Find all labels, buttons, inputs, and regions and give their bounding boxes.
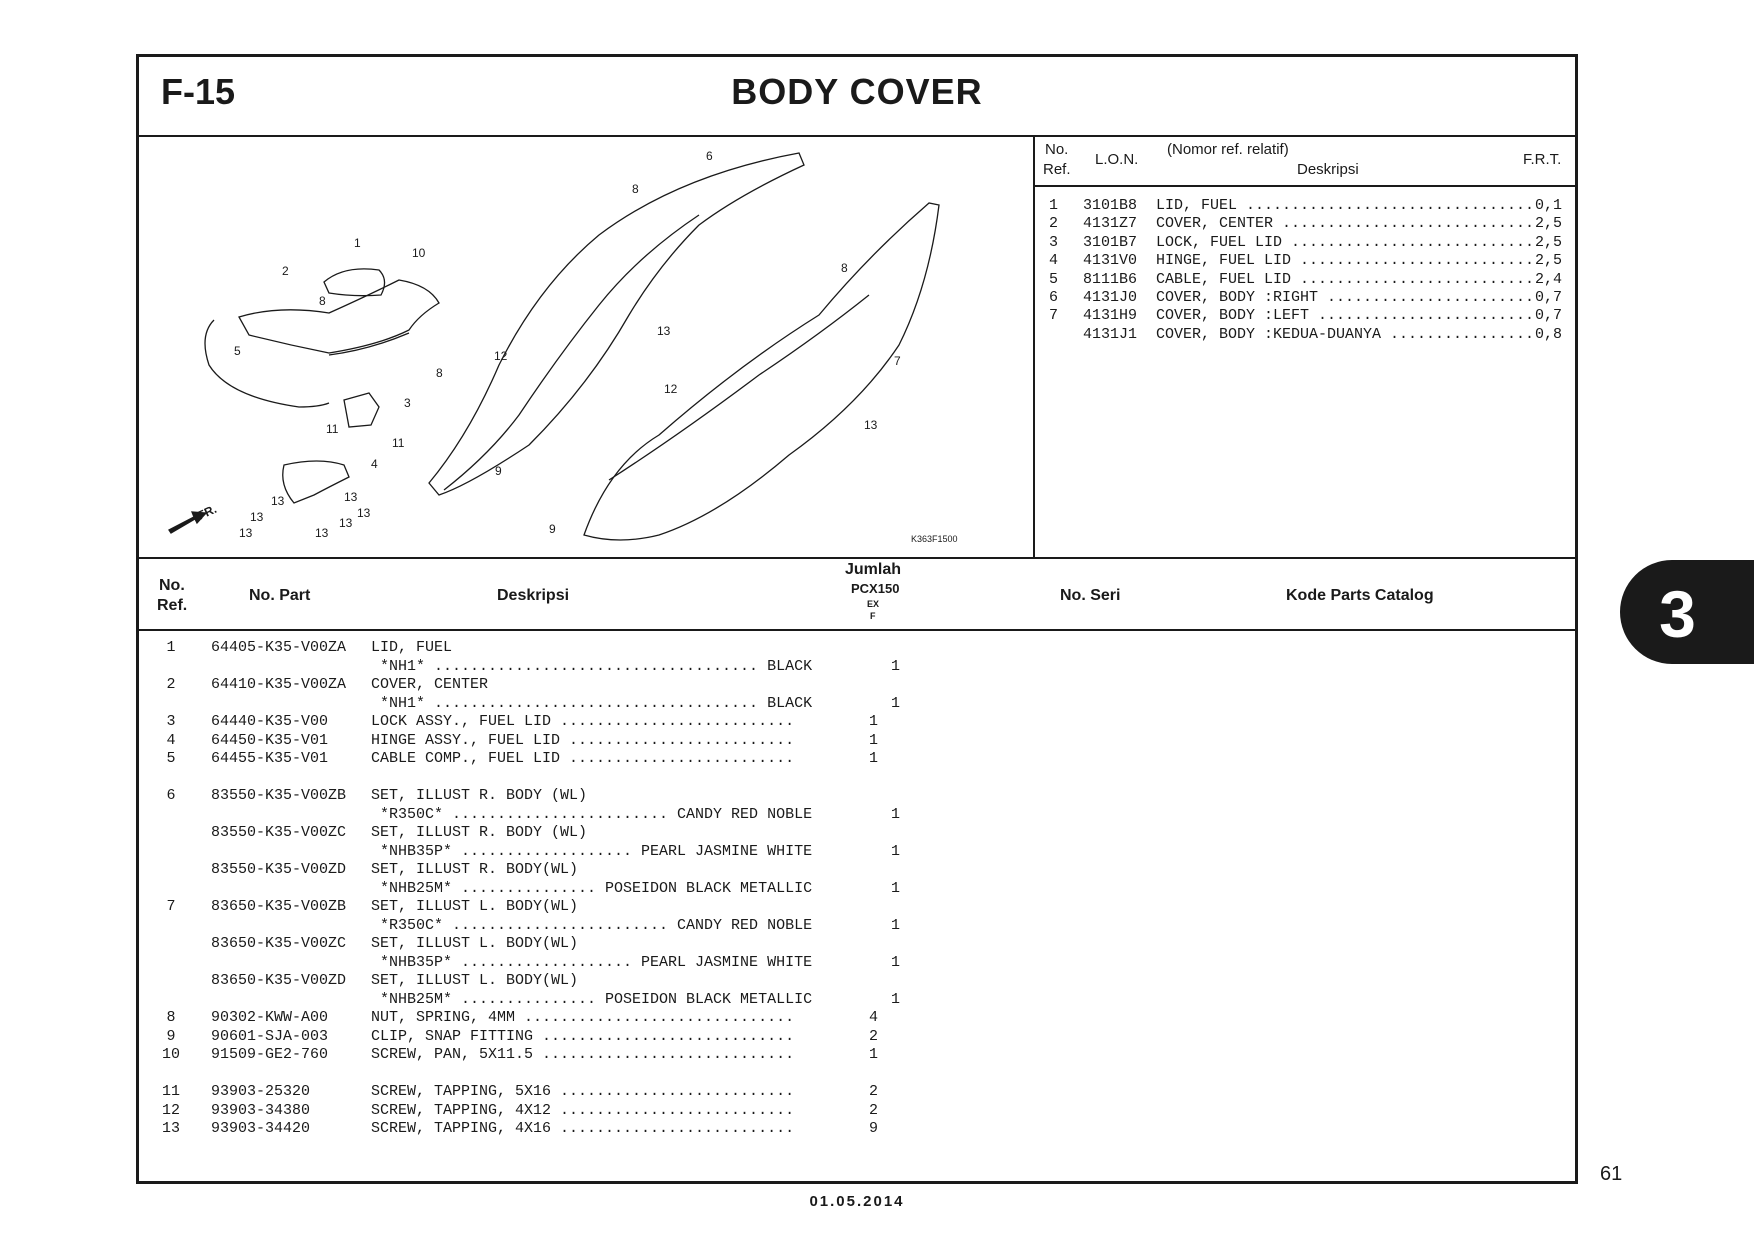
- catalog-date: 01.05.2014: [809, 1193, 905, 1210]
- parts-cell-ref: 11: [161, 1083, 180, 1100]
- ref-table-row: [1035, 234, 1575, 252]
- parts-cell-desc: SCREW, TAPPING, 5X16 ..........................: [371, 1083, 795, 1100]
- callout-6: 6: [706, 149, 713, 163]
- callout-9b: 9: [549, 522, 556, 536]
- parts-cell-ref: 7: [166, 898, 176, 915]
- callout-11a: 11: [326, 422, 339, 436]
- parts-cell-desc: NUT, SPRING, 4MM ..............................: [371, 1009, 795, 1026]
- parts-cell-desc: SET, ILLUST R. BODY (WL): [371, 824, 588, 841]
- ref-cell-lon: 4131J1: [1083, 325, 1138, 343]
- parts-cell-qty: 1: [869, 713, 879, 730]
- section-tab-number: 3: [1659, 577, 1696, 651]
- parts-cell-desc: SCREW, TAPPING, 4X16 ..........................: [371, 1120, 795, 1137]
- parts-cell-desc: CLIP, SNAP FITTING ............................: [371, 1027, 795, 1045]
- parts-table-row: [139, 935, 1575, 954]
- callout-7: 7: [894, 354, 901, 368]
- parts-cell-desc: COVER, CENTER: [371, 676, 489, 693]
- ref-cell-frt: 0,1: [1535, 197, 1563, 214]
- parts-cell-part: 83650-K35-V00ZD: [211, 972, 347, 989]
- callout-11b: 11: [392, 436, 405, 450]
- ref-cell-frt: 2,5: [1535, 252, 1563, 270]
- parts-cell-qty: 2: [869, 1027, 879, 1045]
- parts-cell-part: 64450-K35-V01: [211, 731, 329, 749]
- parts-header-no-part: No. Part: [249, 587, 311, 604]
- ref-header-frt: F.R.T.: [1523, 151, 1562, 168]
- parts-table-row: [139, 1102, 1575, 1121]
- parts-cell-qty: 1: [891, 916, 901, 934]
- callout-13f: 13: [357, 506, 371, 520]
- parts-table-row: [139, 806, 1575, 825]
- parts-table-row: [139, 991, 1575, 1010]
- parts-cell-desc: SET, ILLUST L. BODY(WL): [371, 935, 579, 952]
- callout-13b: 13: [864, 418, 878, 432]
- parts-cell-qty: 1: [869, 750, 879, 767]
- ref-cell-lon: 4131V0: [1083, 252, 1138, 270]
- parts-cell-part: 83550-K35-V00ZD: [211, 861, 347, 878]
- parts-cell-qty: 2: [869, 1101, 879, 1119]
- ref-cell-desc: COVER, BODY :KEDUA-DUANYA ................: [1156, 325, 1535, 343]
- parts-header-jumlah: Jumlah: [845, 561, 902, 578]
- parts-table-header: [139, 559, 1575, 631]
- ref-table-row: [1035, 197, 1575, 215]
- parts-cell-ref: 5: [166, 750, 176, 767]
- callout-13h: 13: [239, 526, 253, 540]
- parts-header-model: PCX150: [851, 581, 900, 596]
- parts-table-row: [139, 917, 1575, 936]
- ref-table-row: [1035, 252, 1575, 270]
- parts-table-row: [139, 972, 1575, 991]
- parts-cell-ref: 4: [166, 731, 176, 749]
- parts-table-row: [139, 639, 1575, 658]
- parts-cell-qty: 1: [891, 842, 901, 860]
- ref-cell-lon: 4131J0: [1083, 288, 1138, 306]
- parts-table-row: [139, 713, 1575, 732]
- parts-cell-qty: 1: [891, 657, 901, 675]
- group-spacer: [139, 769, 1575, 788]
- parts-cell-qty: 9: [869, 1120, 879, 1137]
- parts-cell-part: 64455-K35-V01: [211, 750, 329, 767]
- parts-cell-desc: *R350C* ........................ CANDY RED NOBLE: [371, 805, 813, 823]
- parts-cell-qty: 1: [891, 990, 901, 1008]
- parts-table-row: [139, 1120, 1575, 1139]
- diagram-image-code: K363F1500: [911, 534, 958, 544]
- ref-cell-desc: COVER, BODY :RIGHT .......................: [1156, 288, 1535, 306]
- exploded-diagram: [139, 135, 1035, 559]
- group-spacer: [139, 1065, 1575, 1084]
- parts-cell-part: 93903-34380: [211, 1101, 311, 1119]
- parts-cell-ref: 13: [161, 1120, 180, 1137]
- ref-cell-no: 5: [1049, 270, 1059, 288]
- callout-13d: 13: [344, 490, 358, 504]
- parts-cell-desc: SCREW, PAN, 5X11.5 ............................: [371, 1046, 795, 1063]
- catalog-frame: [136, 54, 1578, 1184]
- parts-table-row: [139, 861, 1575, 880]
- ref-cell-lon: 8111B6: [1083, 270, 1138, 288]
- ref-table: [1035, 135, 1575, 559]
- parts-cell-part: 83650-K35-V00ZC: [211, 935, 347, 952]
- ref-cell-frt: 0,7: [1535, 307, 1563, 325]
- parts-cell-desc: SET, ILLUST R. BODY(WL): [371, 861, 579, 878]
- callout-1: 1: [354, 236, 361, 250]
- parts-table-row: [139, 658, 1575, 677]
- parts-cell-ref: 6: [166, 787, 176, 804]
- parts-cell-desc: *NHB25M* ............... POSEIDON BLACK METALLIC: [371, 879, 813, 897]
- parts-header-no-seri: No. Seri: [1060, 587, 1121, 604]
- parts-table-row: [139, 1046, 1575, 1065]
- ref-cell-frt: 0,8: [1535, 325, 1563, 343]
- figure-code: F-15: [161, 71, 236, 112]
- parts-cell-ref: 12: [161, 1101, 180, 1119]
- parts-cell-part: 90302-KWW-A00: [211, 1009, 329, 1026]
- parts-table-row: [139, 750, 1575, 769]
- ref-cell-desc: COVER, BODY :LEFT ........................: [1156, 307, 1535, 325]
- fuel-lid-lock-shape: [344, 393, 379, 427]
- parts-table-row: [139, 787, 1575, 806]
- section-tab: [1620, 560, 1754, 664]
- parts-table-row: [139, 843, 1575, 862]
- ref-cell-no: 2: [1049, 215, 1059, 233]
- ref-header-lon: L.O.N.: [1095, 151, 1139, 168]
- parts-cell-qty: 1: [891, 694, 901, 712]
- ref-header-ref: Ref.: [1043, 161, 1071, 178]
- ref-table-row: [1035, 326, 1575, 344]
- callout-8a: 8: [632, 182, 639, 196]
- ref-cell-lon: 3101B8: [1083, 197, 1138, 214]
- ref-header-nomor: (Nomor ref. relatif): [1167, 141, 1289, 158]
- ref-cell-frt: 2,4: [1535, 270, 1563, 288]
- parts-cell-qty: 1: [869, 731, 879, 749]
- ref-cell-no: 3: [1049, 233, 1059, 251]
- parts-cell-desc: CABLE COMP., FUEL LID .........................: [371, 750, 795, 767]
- ref-cell-desc: CABLE, FUEL LID ..........................: [1156, 270, 1535, 288]
- parts-cell-ref: 8: [166, 1009, 176, 1026]
- ref-cell-no: 1: [1049, 197, 1059, 214]
- parts-cell-desc: LOCK ASSY., FUEL LID ..........................: [371, 713, 795, 730]
- parts-cell-desc: SET, ILLUST L. BODY(WL): [371, 898, 579, 915]
- ref-cell-desc: LOCK, FUEL LID ...........................: [1156, 233, 1535, 251]
- callout-12b: 12: [664, 382, 678, 396]
- ref-cell-no: 6: [1049, 288, 1059, 306]
- parts-header-kode: Kode Parts Catalog: [1286, 587, 1434, 604]
- callout-12a: 12: [494, 349, 508, 363]
- ref-cell-frt: 0,7: [1535, 288, 1563, 306]
- parts-cell-desc: *NHB35P* ................... PEARL JASMINE WHITE: [371, 842, 813, 860]
- parts-table-row: [139, 676, 1575, 695]
- parts-cell-desc: *NH1* .................................... BLACK: [371, 657, 813, 675]
- callout-10: 10: [412, 246, 426, 260]
- callout-13c: 13: [271, 494, 285, 508]
- parts-cell-part: 91509-GE2-760: [211, 1046, 329, 1063]
- parts-table-body: [139, 639, 1575, 1139]
- parts-cell-desc: HINGE ASSY., FUEL LID .........................: [371, 731, 795, 749]
- ref-cell-no: 4: [1049, 252, 1059, 270]
- parts-cell-ref: 10: [161, 1046, 180, 1063]
- parts-cell-ref: 2: [166, 676, 176, 693]
- parts-table-row: [139, 1028, 1575, 1047]
- fr-label: FR.: [195, 501, 219, 523]
- ref-cell-no: 7: [1049, 307, 1059, 325]
- parts-cell-part: 64440-K35-V00: [211, 713, 329, 730]
- parts-cell-part: 83550-K35-V00ZC: [211, 824, 347, 841]
- ref-table-row: [1035, 215, 1575, 233]
- parts-cell-part: 93903-34420: [211, 1120, 311, 1137]
- right-body-cover-shape: [429, 153, 804, 495]
- parts-cell-part: 90601-SJA-003: [211, 1027, 329, 1045]
- parts-cell-qty: 1: [869, 1046, 879, 1063]
- parts-cell-desc: *R350C* ........................ CANDY RED NOBLE: [371, 916, 813, 934]
- ref-table-row: [1035, 289, 1575, 307]
- callout-9a: 9: [495, 464, 502, 478]
- ref-cell-frt: 2,5: [1535, 233, 1563, 251]
- parts-cell-desc: *NHB25M* ............... POSEIDON BLACK METALLIC: [371, 990, 813, 1008]
- parts-cell-part: 64410-K35-V00ZA: [211, 676, 347, 693]
- ref-cell-desc: LID, FUEL ................................: [1156, 197, 1535, 214]
- parts-header-ref: Ref.: [157, 597, 188, 614]
- ref-cell-lon: 3101B7: [1083, 233, 1138, 251]
- ref-table-body: [1035, 197, 1575, 344]
- ref-cell-desc: HINGE, FUEL LID ..........................: [1156, 252, 1535, 270]
- callout-13e: 13: [250, 510, 264, 524]
- parts-cell-desc: SET, ILLUST R. BODY (WL): [371, 787, 588, 804]
- callout-5: 5: [234, 344, 241, 358]
- ref-cell-lon: 4131H9: [1083, 307, 1138, 325]
- parts-cell-qty: 1: [891, 879, 901, 897]
- callout-13g: 13: [339, 516, 353, 530]
- title-row: [139, 57, 1575, 137]
- ref-cell-frt: 2,5: [1535, 215, 1563, 233]
- ref-header-deskripsi: Deskripsi: [1297, 161, 1359, 178]
- ref-table-row: [1035, 307, 1575, 325]
- parts-cell-part: 93903-25320: [211, 1083, 311, 1100]
- parts-cell-desc: *NHB35P* ................... PEARL JASMINE WHITE: [371, 953, 813, 971]
- fuel-lid-cable-shape: [205, 320, 329, 407]
- callout-13i: 13: [315, 526, 329, 540]
- page-title: BODY COVER: [731, 71, 983, 112]
- diagram-drawing: [139, 135, 1031, 555]
- parts-cell-qty: 1: [891, 953, 901, 971]
- parts-table-row: [139, 1009, 1575, 1028]
- ref-cell-desc: COVER, CENTER ............................: [1156, 215, 1535, 233]
- parts-table-row: [139, 732, 1575, 751]
- parts-table-row: [139, 824, 1575, 843]
- ref-table-row: [1035, 271, 1575, 289]
- parts-cell-ref: 1: [166, 639, 176, 656]
- page-number: 61: [1600, 1163, 1623, 1185]
- parts-table-row: [139, 1083, 1575, 1102]
- center-cover-shape: [239, 280, 439, 353]
- parts-cell-desc: SET, ILLUST L. BODY(WL): [371, 972, 579, 989]
- callout-8c: 8: [436, 366, 443, 380]
- parts-cell-qty: 1: [891, 805, 901, 823]
- callout-8d: 8: [841, 261, 848, 275]
- parts-cell-part: 83650-K35-V00ZB: [211, 898, 347, 915]
- left-body-cover-shape: [584, 203, 939, 540]
- parts-cell-part: 83550-K35-V00ZB: [211, 787, 347, 804]
- callout-2: 2: [282, 264, 289, 278]
- parts-cell-desc: SCREW, TAPPING, 4X12 ..........................: [371, 1101, 795, 1119]
- parts-header-type-ex: EX: [867, 599, 880, 609]
- parts-header-no: No.: [159, 577, 185, 594]
- callout-4: 4: [371, 457, 378, 471]
- ref-table-header: [1035, 135, 1575, 187]
- parts-cell-qty: 2: [869, 1083, 879, 1100]
- ref-cell-lon: 4131Z7: [1083, 215, 1138, 233]
- parts-table-row: [139, 898, 1575, 917]
- parts-table-row: [139, 954, 1575, 973]
- parts-cell-part: 64405-K35-V00ZA: [211, 639, 347, 656]
- parts-cell-qty: 4: [869, 1009, 879, 1026]
- parts-cell-desc: *NH1* .................................... BLACK: [371, 694, 813, 712]
- parts-header-type-f: F: [870, 611, 876, 621]
- parts-cell-ref: 9: [166, 1027, 176, 1045]
- fuel-lid-hinge-shape: [283, 461, 349, 503]
- parts-table-row: [139, 880, 1575, 899]
- callout-3: 3: [404, 396, 411, 410]
- ref-header-no: No.: [1045, 141, 1069, 158]
- parts-table-row: [139, 695, 1575, 714]
- parts-cell-ref: 3: [166, 713, 176, 730]
- parts-header-deskripsi: Deskripsi: [497, 587, 570, 604]
- callout-13a: 13: [657, 324, 671, 338]
- parts-cell-desc: LID, FUEL: [371, 639, 453, 656]
- callout-8b: 8: [319, 294, 326, 308]
